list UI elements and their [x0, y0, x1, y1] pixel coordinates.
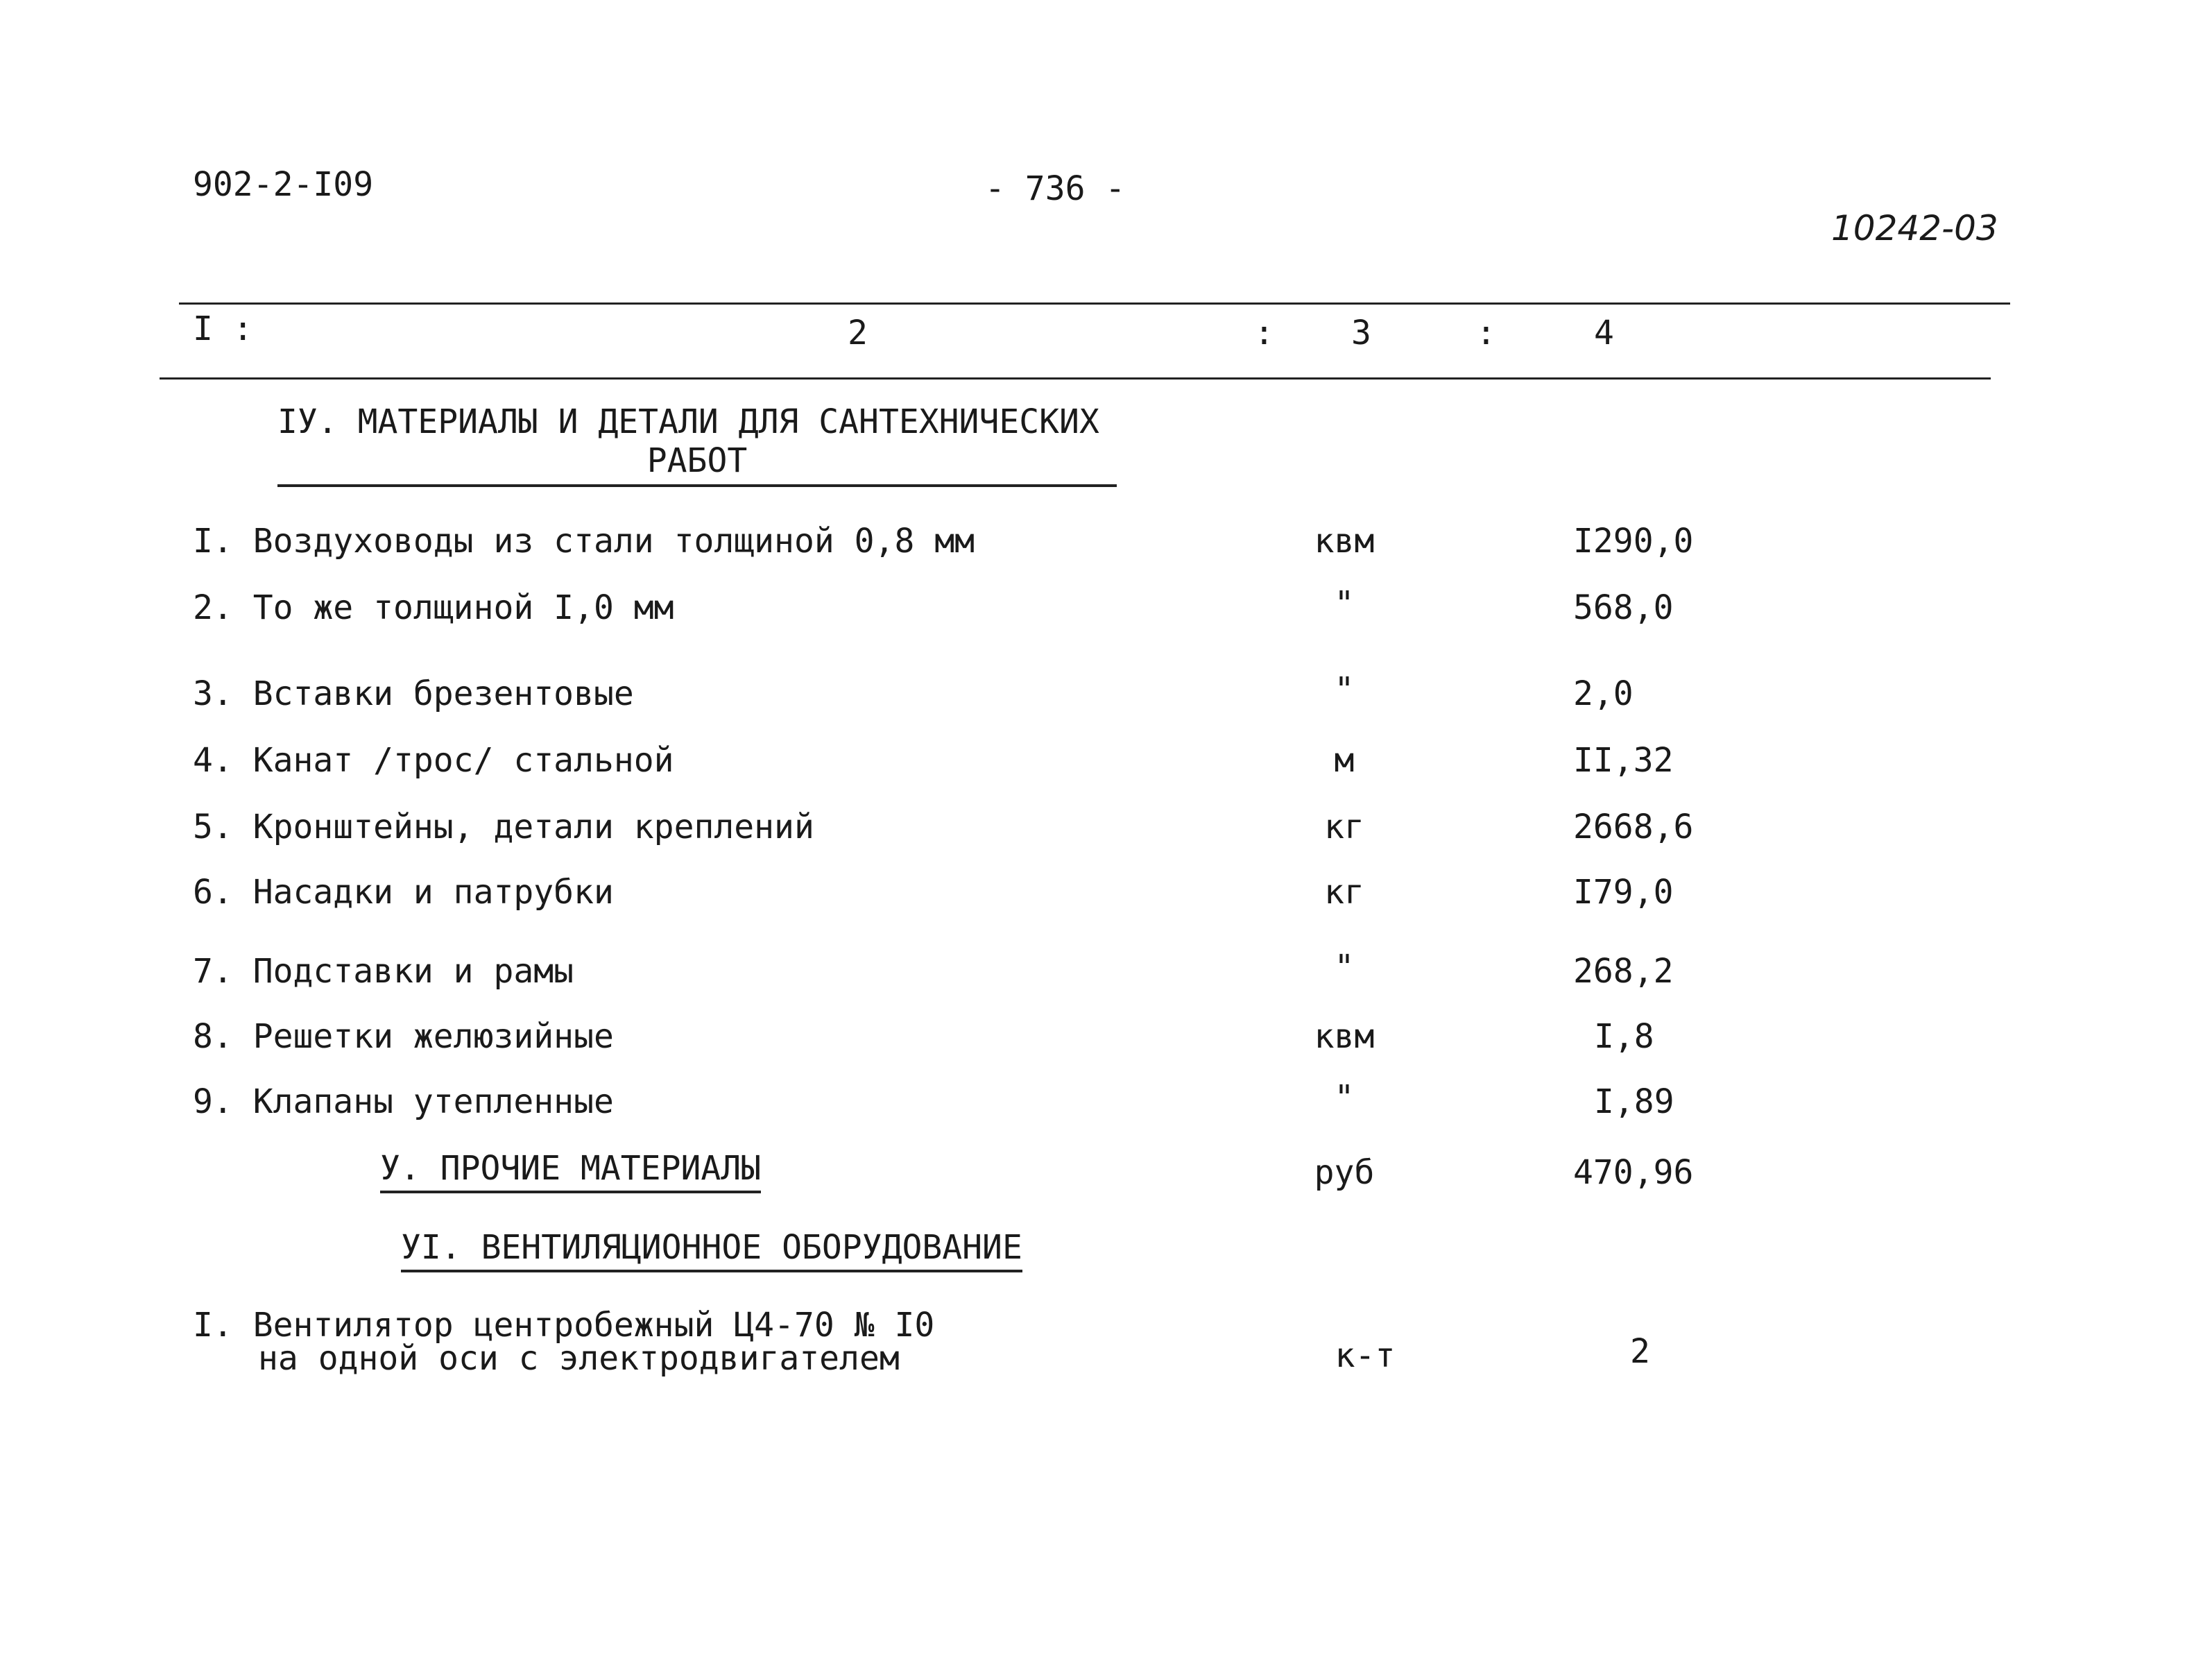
list-item-quantity: II,32 [1573, 741, 1674, 780]
list-item-name: 2. То же толщиной I,0 мм [193, 588, 674, 627]
section-5-title: У. ПРОЧИЕ МАТЕРИАЛЫ [380, 1149, 761, 1193]
page-number: - 736 - [985, 169, 1126, 208]
list-item-name: 9. Клапаны утепленные [193, 1082, 614, 1121]
list-item-quantity: 2,0 [1573, 674, 1634, 713]
list-item-quantity: 2 [1630, 1332, 1650, 1371]
list-item-unit: " [1334, 948, 1355, 987]
list-item-unit: кг [1324, 808, 1364, 846]
list-item-unit: к-т [1335, 1336, 1396, 1375]
list-item-name-line1: I. Вентилятор центробежный Ц4-70 № I0 [193, 1306, 935, 1345]
section-6-title: УI. ВЕНТИЛЯЦИОННОЕ ОБОРУДОВАНИЕ [401, 1228, 1022, 1272]
list-item-name: 5. Кронштейны, детали креплений [193, 808, 814, 846]
list-item-quantity: 2668,6 [1573, 808, 1694, 846]
column-1-header: I : [193, 309, 253, 348]
list-item-name: 6. Насадки и патрубки [193, 873, 614, 912]
document-code: 902-2-I09 [193, 165, 374, 204]
column-4-header: 4 [1594, 314, 1614, 352]
section-4-title-line2 [277, 441, 1117, 487]
list-item-quantity: I290,0 [1573, 522, 1694, 561]
list-item-unit: м [1334, 741, 1355, 780]
list-item-quantity: I,89 [1594, 1082, 1674, 1121]
list-item-name: 8. Решетки желюзийные [193, 1017, 614, 1056]
column-separator: : [1476, 314, 1496, 352]
column-2-header: 2 [848, 314, 868, 352]
list-item-name-line2: на одной оси с электродвигателем [258, 1339, 900, 1378]
section-4-title-text: РАБОТ [646, 441, 748, 480]
table-header-rule [160, 377, 1991, 380]
list-item-name: I. Воздуховоды из стали толщиной 0,8 мм [193, 522, 975, 561]
list-item-quantity: I,8 [1594, 1017, 1654, 1056]
table-top-rule [179, 302, 2010, 305]
list-item-name: 7. Подставки и рамы [193, 952, 574, 991]
section-5-unit: руб [1314, 1153, 1375, 1192]
list-item-unit: квм [1314, 1017, 1375, 1056]
list-item-unit: квм [1314, 522, 1375, 561]
archive-number: 10242-03 [1831, 208, 1998, 248]
section-5-quantity: 470,96 [1573, 1153, 1694, 1192]
list-item-quantity: 268,2 [1573, 952, 1674, 991]
list-item-unit: кг [1324, 873, 1364, 912]
list-item-name: 3. Вставки брезентовые [193, 674, 634, 713]
list-item-unit: " [1334, 584, 1355, 623]
column-3-header: 3 [1351, 314, 1371, 352]
list-item-unit: " [1334, 670, 1355, 709]
list-item-quantity: I79,0 [1573, 873, 1674, 912]
list-item-name: 4. Канат /трос/ стальной [193, 741, 674, 780]
column-separator: : [1254, 314, 1274, 352]
list-item-quantity: 568,0 [1573, 588, 1674, 627]
list-item-unit: " [1334, 1078, 1355, 1117]
section-4-title-line1: IУ. МАТЕРИАЛЫ И ДЕТАЛИ ДЛЯ САНТЕХНИЧЕСКИХ [277, 402, 1099, 441]
